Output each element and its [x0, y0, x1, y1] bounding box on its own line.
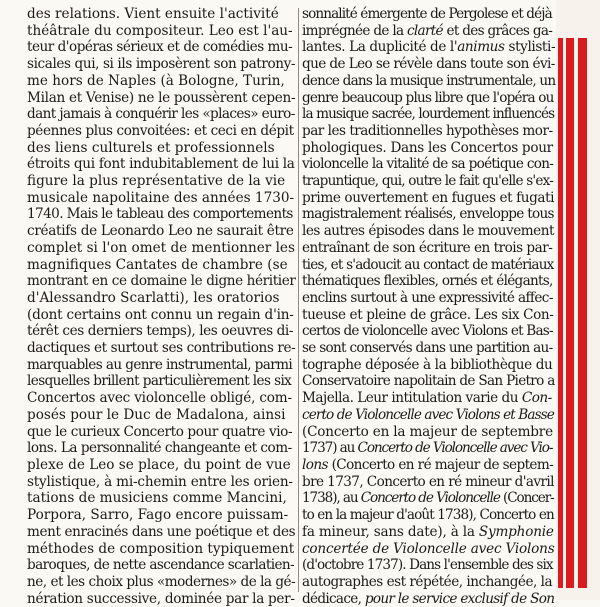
text-line: étroits qui font indubitablement de lui la — [27, 156, 295, 173]
text-line — [302, 323, 555, 340]
text-line: sicales qui, si ils imposèrent son patrony- — [27, 56, 296, 73]
text-line — [302, 56, 555, 73]
text-segment: dence dans la musique instrumentale, un — [302, 72, 556, 89]
italic-title: certo de Violoncelle avec Violons et Basse — [302, 406, 554, 423]
text-line: Concertos avec violoncelle obligé, com- — [27, 390, 292, 407]
text-segment: lantes. La duplicité de l' — [302, 39, 458, 56]
text-segment: prime ouvertement en fugues et fugati — [302, 189, 555, 206]
text-line — [302, 39, 555, 56]
text-line — [302, 574, 555, 591]
text-line — [302, 106, 555, 123]
text-line — [302, 541, 555, 558]
text-line — [302, 123, 555, 140]
text-segment: genre beaucoup plus libre que l'opéra ou — [302, 89, 554, 106]
italic-title: animus — [457, 39, 505, 56]
text-line: figure la plus représentative de la vie — [27, 173, 286, 190]
text-segment: (Concer- — [499, 490, 554, 507]
text-segment: certos de violoncelle avec Violons et Bas- — [302, 323, 553, 340]
text-line — [302, 507, 555, 524]
text-segment: (Concerto en ré majeur de septem- — [327, 456, 554, 473]
text-line: Milan et Venise) ne le poussèrent cepen- — [27, 89, 296, 106]
text-line: teur d'opéras sérieux et de comédies mu- — [27, 39, 293, 56]
text-line: me hors de Naples (à Bologne, Turin, — [27, 72, 285, 89]
text-segment: imprégnée de la — [302, 22, 407, 39]
text-line: térêt ces derniers temps), les oeuvres di- — [27, 323, 294, 340]
text-line — [302, 240, 555, 257]
italic-title: pour le service exclusif de Son — [364, 590, 555, 607]
text-segment: tographe déposée à la bibliothèque du — [302, 356, 553, 373]
text-line: créatifs de Leonardo Leo ne saurait être — [27, 223, 294, 240]
text-line: Porpora, Sarro, Fago encore puissam- — [27, 507, 289, 524]
text-line: plexe de Leo se place, du point de vue — [27, 456, 291, 473]
text-line — [302, 424, 555, 441]
text-segment: autographes est répétée, inchangée, la — [302, 573, 553, 590]
italic-title: Symphonie — [478, 523, 554, 540]
red-stripe-medium — [566, 38, 574, 588]
text-line: nération successive, dominée par la per- — [27, 590, 295, 607]
italic-title: lons — [302, 456, 328, 473]
text-line: tations de musiciens comme Mancini, — [27, 490, 287, 507]
text-line: lons. La personnalité changeante et com- — [27, 440, 292, 457]
text-line: dant jamais à conquérir les «places» euro- — [27, 106, 295, 123]
text-line: montrant en ce domaine le digne héritier — [27, 273, 296, 290]
text-line — [302, 357, 555, 374]
text-column-right — [302, 6, 555, 607]
text-segment: enclins surtout à une expressivité affec- — [302, 289, 553, 306]
text-line: (dont certains ont connu un regain d'in- — [27, 306, 294, 323]
red-stripe-thin — [558, 38, 563, 588]
text-line — [302, 273, 555, 290]
text-line: ment enracinés dans une poétique et des — [27, 523, 296, 540]
text-segment: phologiques. Dans les Concertos pour — [302, 139, 553, 156]
text-line — [302, 140, 555, 157]
text-line: magnifiques Cantates de chambre (se — [27, 256, 288, 273]
text-line: complet si l'on omet de mentionner les — [27, 239, 295, 256]
text-line: dactiques et surtout ses contributions re- — [27, 340, 296, 357]
text-segment: se sont conservés dans une partition au- — [302, 340, 553, 357]
text-line — [302, 390, 555, 407]
text-line: posés pour le Duc de Madalona, ainsi — [27, 406, 286, 423]
text-line: ne, et les choix plus «modernes» de la gé- — [27, 573, 296, 590]
text-line — [302, 6, 555, 23]
column-divider — [298, 8, 299, 592]
text-line — [302, 173, 555, 190]
text-segment: stylisti- — [504, 39, 556, 56]
text-line: lesquelles brillent particulièrement les six — [27, 373, 292, 390]
text-line — [302, 73, 555, 90]
text-segment: fa mineur, sans date), à la — [302, 523, 479, 540]
italic-title: Concerto de Violoncelle — [360, 490, 500, 507]
text-line — [302, 557, 555, 574]
text-line — [302, 440, 555, 457]
text-segment: Majella. Leur intitulation varie du — [302, 390, 522, 407]
text-line: musicale napolitaine des années 1730- — [27, 189, 295, 206]
text-segment: (d'octobre 1737). Dans l'ensemble des six — [302, 557, 553, 574]
text-line: stylistique, à mi-chemin entre les orien- — [27, 473, 293, 490]
text-line — [302, 340, 555, 357]
text-line — [302, 257, 555, 274]
text-line: péennes plus convoitées: et ceci en dépit — [27, 122, 294, 139]
text-line — [302, 457, 555, 474]
text-segment: bre 1737, Concerto en ré mineur d'avril — [302, 473, 554, 490]
text-line: que le curieux Concerto pour quatre vio- — [27, 423, 293, 440]
text-line: d'Alessandro Scarlatti), les oratorios — [27, 289, 280, 306]
text-segment: thématiques flexibles, ornés et élégants, — [302, 273, 553, 290]
text-segment: ties, et s'adoucit au contact de matériaux — [302, 256, 554, 273]
text-line — [302, 223, 555, 240]
text-segment: sonnalité émergente de Pergolese et déjà — [302, 6, 552, 22]
text-line: baroques, de nette ascendance scarlatien- — [27, 557, 295, 574]
italic-title: Concerto de Violoncelle avec Vio- — [357, 440, 553, 457]
italic-title: clarté — [407, 22, 443, 39]
text-line — [302, 591, 555, 607]
text-column-left — [27, 6, 295, 607]
text-line — [302, 490, 555, 507]
text-line — [302, 307, 555, 324]
text-segment: dédicace, — [302, 590, 365, 607]
text-segment: Conservatoire napolitain de San Pietro a — [302, 373, 555, 390]
text-segment: par les traditionnelles hypothèses mor- — [302, 122, 553, 139]
text-line — [302, 90, 555, 107]
text-segment: magistralement réalisés, enveloppe tous — [302, 206, 554, 223]
text-line — [302, 23, 555, 40]
text-segment: trapuntique, qui, outre le fait qu'elle s'ex- — [302, 173, 554, 190]
text-line — [302, 474, 555, 491]
text-line — [302, 290, 555, 307]
text-line: théâtrale du compositeur. Leo est l'au- — [27, 22, 293, 39]
text-segment: tueuse et pleine de grâce. Les six Con- — [302, 306, 554, 323]
text-segment: 1738), au — [302, 490, 361, 507]
italic-title: Con- — [521, 390, 552, 407]
text-segment: la musique sacrée, lourdement influencés — [302, 106, 555, 123]
text-segment: violoncelle la vitalité de sa poétique con- — [302, 156, 554, 173]
text-line: 1740. Mais le tableau des comportements — [27, 206, 293, 223]
text-line: des liens culturels et professionnels — [27, 139, 275, 156]
italic-title: concertée de Violoncelle avec Violons — [302, 540, 555, 557]
text-line — [302, 373, 555, 390]
text-segment: que de Leo se révèle dans toute son évi- — [302, 56, 555, 73]
text-line — [302, 524, 555, 541]
text-segment: to en la majeur d'août 1738), Concerto en — [302, 507, 554, 524]
text-segment: (Concerto en la majeur de septembre — [302, 423, 553, 440]
text-segment: entraînant de son écriture en trois par- — [302, 239, 553, 256]
text-line: des relations. Vient ensuite l'activité — [27, 6, 279, 22]
text-segment: 1737) au — [302, 440, 358, 457]
text-line — [302, 206, 555, 223]
text-segment: et des grâces ga- — [442, 22, 553, 39]
text-line — [302, 190, 555, 207]
text-line — [302, 407, 555, 424]
red-stripe-wide — [578, 38, 587, 588]
text-line: marquables au genre instrumental, parmi — [27, 356, 293, 373]
text-segment: les autres épisodes dans le mouvement — [302, 223, 554, 240]
text-line: méthodes de composition typiquement — [27, 540, 295, 557]
text-line — [302, 156, 555, 173]
